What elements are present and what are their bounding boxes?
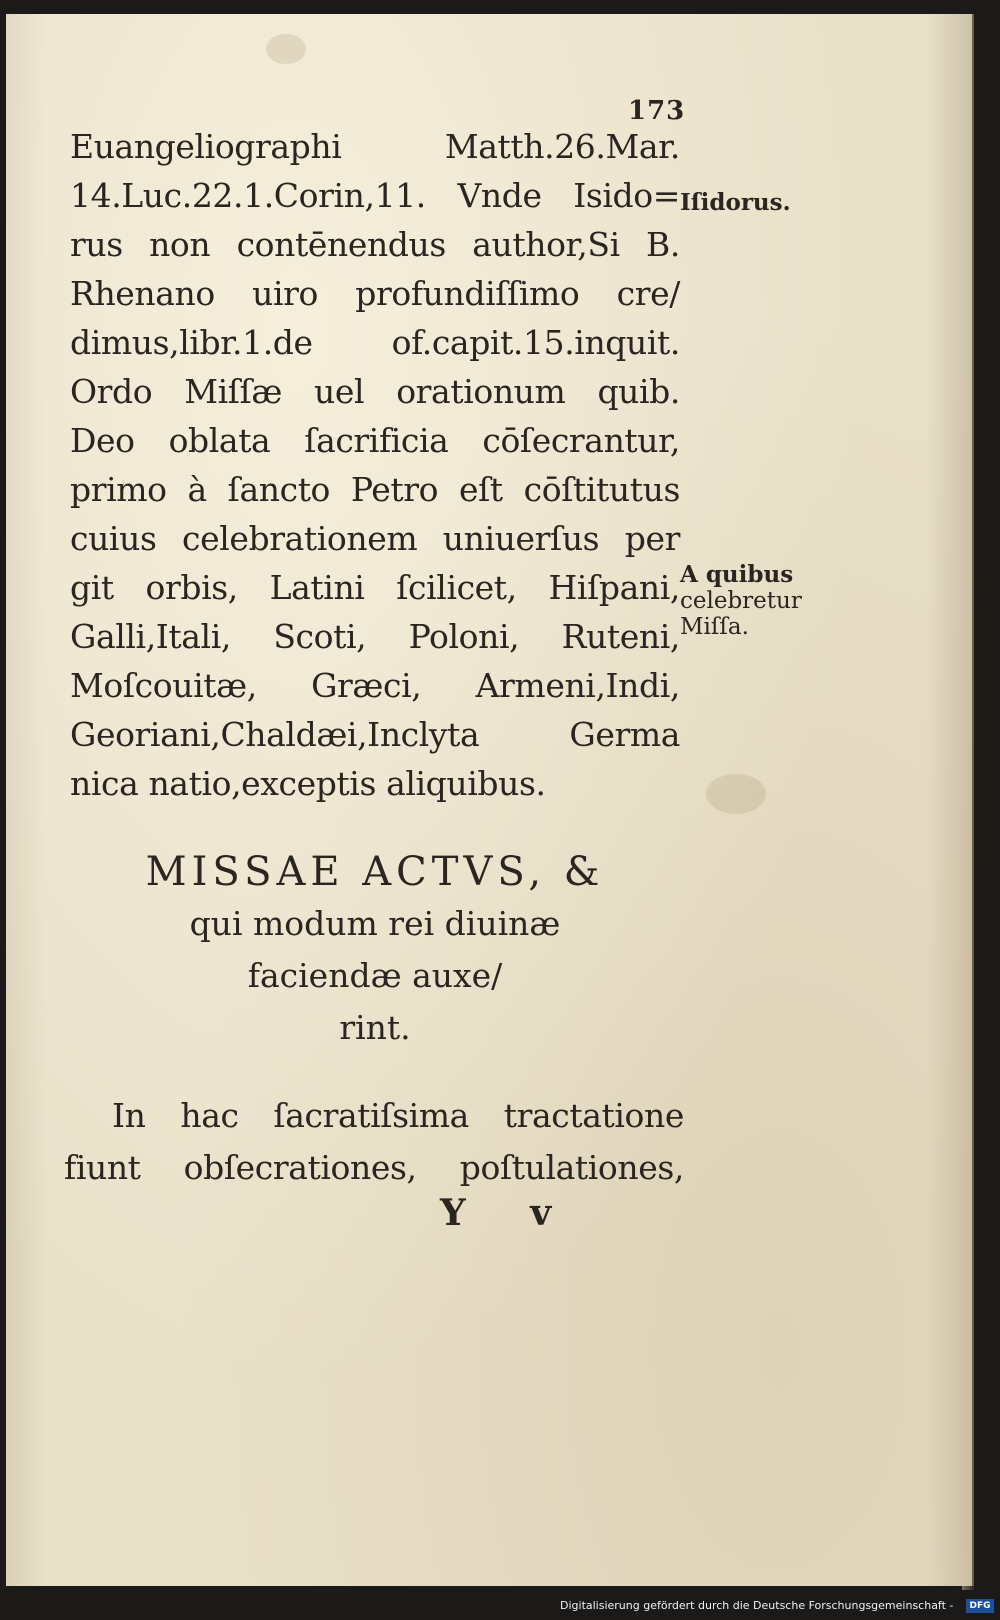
text-line: Moſcouitæ, Græci, Armeni,Indi, [70, 666, 680, 705]
text-line: git orbis, Latini ſcilicet, Hiſpani, [70, 568, 680, 607]
paper-stain [266, 34, 306, 64]
text-line: Deo oblata ſacrificia cōſecrantur, [70, 421, 680, 460]
margin-note-line: celebretur [680, 588, 802, 614]
section-heading [70, 846, 680, 1054]
margin-note-a-quibus [680, 562, 802, 640]
text-line: dimus,libr.1.de of.capit.15.inquit. [70, 323, 680, 362]
margin-note-isidorus: Iſidorus. [680, 189, 791, 216]
main-text-block [70, 122, 680, 808]
page-number: 173 [628, 96, 686, 126]
text-line: rus non contēnendus author,Si B. [70, 225, 680, 264]
margin-note-line: A quibus [680, 561, 794, 588]
text-line: Ordo Miſſæ uel orationum quib. [70, 372, 680, 411]
text-line: Galli,Itali, Scoti, Poloni, Ruteni, [70, 617, 680, 656]
text-line: primo à ſancto Petro eſt cōſtitutus [70, 470, 680, 509]
margin-note-line: Miſſa. [680, 614, 749, 640]
heading-title: MISSAE ACTVS, & [145, 849, 605, 895]
digitization-credit: Digitalisierung gefördert durch die Deutsche Forschungsgemeinschaft - [560, 1599, 954, 1612]
heading-subline: rint. [339, 1008, 411, 1047]
text-line: 14.Luc.22.1.Corin,11. Vnde Isido= [70, 176, 680, 215]
text-line: Georiani,Chaldæi,Inclyta Germa [70, 715, 680, 754]
paper-stain [706, 774, 766, 814]
signature-mark: Y v [440, 1192, 578, 1234]
text-line: nica natio,exceptis aliquibus. [70, 764, 546, 803]
second-paragraph [64, 1090, 684, 1194]
heading-subline: faciendæ auxe/ [247, 956, 503, 995]
heading-subline: qui modum rei diuinæ [189, 904, 561, 943]
text-line: Rhenano uiro profundiſſimo cre/ [70, 274, 680, 313]
text-line: fiunt obſecrationes, poſtulationes, [64, 1148, 684, 1187]
text-line: cuius celebrationem uniuerſus per [70, 519, 680, 558]
text-line: Euangeliographi Matth.26.Mar. [70, 127, 680, 166]
dfg-logo: DFG [966, 1599, 994, 1613]
text-line: In hac ſacratiſsima tractatione [112, 1096, 684, 1135]
